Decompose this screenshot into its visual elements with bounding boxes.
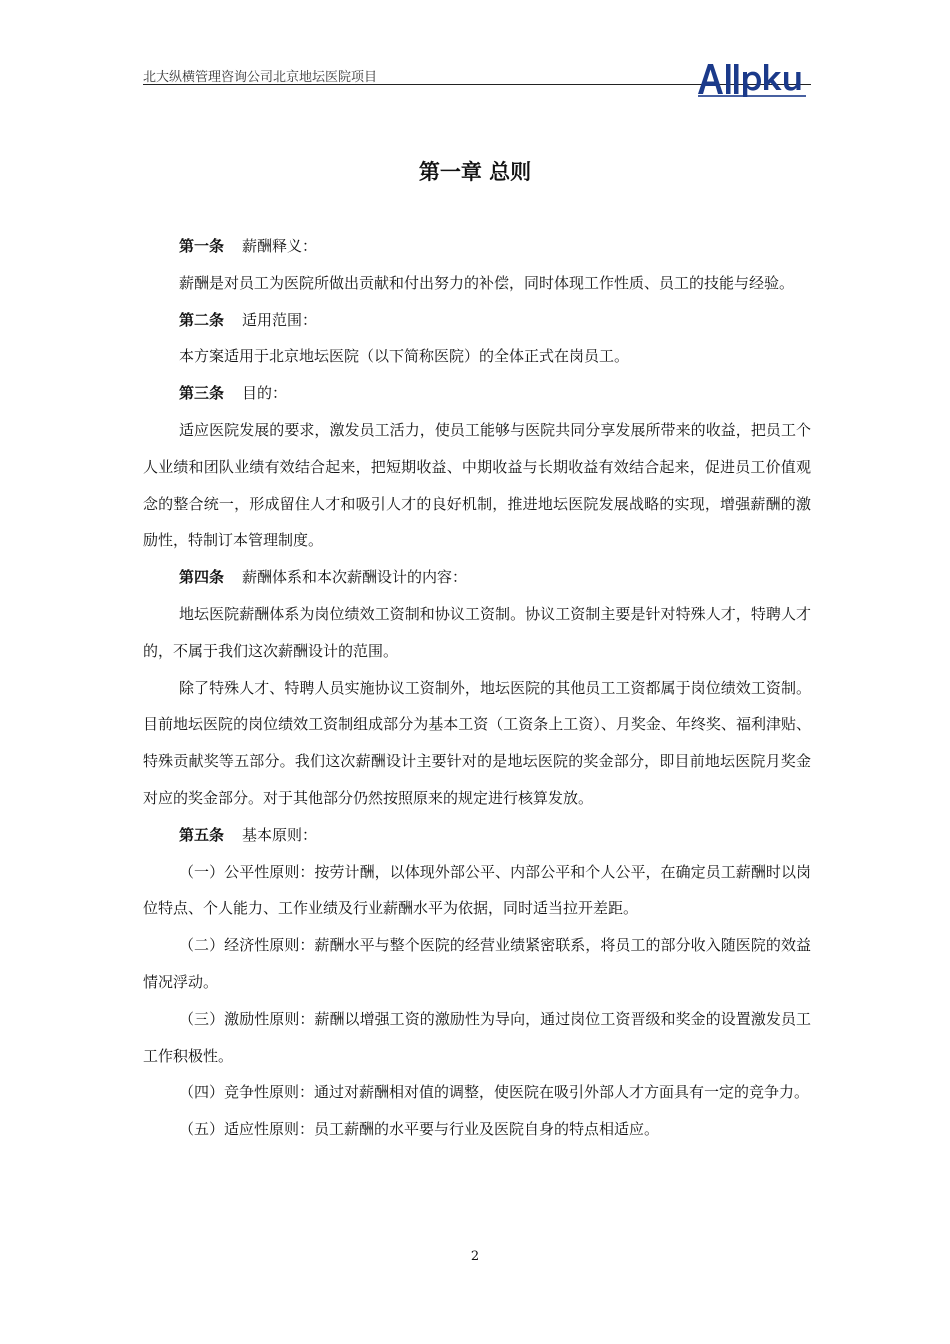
- article-3-heading: [143, 375, 811, 412]
- article-5-principle-1: （一）公平性原则：按劳计酬，以体现外部公平、内部公平和个人公平，在确定员工薪酬时以岗位特点、个人能力、工作业绩及行业薪酬水平为依据，同时适当拉开差距。: [143, 862, 811, 918]
- article-5-principle-5: （五）适应性原则：员工薪酬的水平要与行业及医院自身的特点相适应。: [179, 1120, 660, 1139]
- allpku-logo: [696, 58, 811, 98]
- article-1-heading: [143, 228, 811, 265]
- article-2-paragraph-1: 本方案适用于北京地坛医院（以下简称医院）的全体正式在岗员工。: [179, 347, 630, 366]
- article-3-paragraph-1: 适应医院发展的要求，激发员工活力，使员工能够与医院共同分享发展所带来的收益，把员工个人业绩和团队业绩有效结合起来，把短期收益、中期收益与长期收益有效结合起来，促进员工价值观念的整合统一，形成留住人才和吸引人才的良好机制，推进地坛医院发展战略的实现，增强薪酬的激励性，特制订本管理制度。: [143, 420, 811, 550]
- chapter-title: 第一章 总则: [418, 160, 532, 184]
- article-4-title: 薪酬体系和本次薪酬设计的内容：: [242, 568, 468, 587]
- article-3-number: 第三条: [179, 384, 225, 403]
- article-4-heading: [143, 559, 811, 596]
- article-2-title: 适用范围：: [242, 310, 318, 329]
- page-number: 2: [470, 1249, 480, 1264]
- article-5-number: 第五条: [179, 825, 225, 844]
- article-3-title: 目的：: [242, 384, 288, 403]
- article-5-principle-3: （三）激励性原则：薪酬以增强工资的激励性为导向，通过岗位工资晋级和奖金的设置激发员工工作积极性。: [143, 1009, 811, 1065]
- page-header: [143, 60, 811, 100]
- article-4-paragraph-2: 除了特殊人才、特聘人员实施协议工资制外，地坛医院的其他员工工资都属于岗位绩效工资制。目前地坛医院的岗位绩效工资制组成部分为基本工资（工资条上工资）、月奖金、年终奖、福利津贴、特殊贡献奖等五部分。我们这次薪酬设计主要针对的是地坛医院的奖金部分，即目前地坛医院月奖金对应的奖金部分。对于其他部分仍然按照原来的规定进行核算发放。: [143, 678, 811, 807]
- header-title: 北大纵横管理咨询公司北京地坛医院项目: [143, 70, 378, 85]
- article-1-paragraph-1: 薪酬是对员工为医院所做出贡献和付出努力的补偿，同时体现工作性质、员工的技能与经验。: [179, 273, 795, 292]
- article-2-number: 第二条: [179, 310, 225, 329]
- article-5-title: 基本原则：: [242, 825, 318, 844]
- article-1-title: 薪酬释义：: [242, 237, 318, 255]
- article-2-heading: [143, 302, 811, 339]
- article-5-principle-4: （四）竞争性原则：通过对薪酬相对值的调整，使医院在吸引外部人才方面具有一定的竞争力。: [179, 1083, 810, 1102]
- article-4-paragraph-1: 地坛医院薪酬体系为岗位绩效工资制和协议工资制。协议工资制主要是针对特殊人才，特聘人才的，不属于我们这次薪酬设计的范围。: [143, 604, 811, 660]
- article-5-heading: [143, 817, 811, 854]
- article-1-number: 第一条: [179, 237, 225, 255]
- article-4-number: 第四条: [179, 568, 225, 587]
- document-body: [143, 228, 811, 1148]
- article-5-principle-2: （二）经济性原则：薪酬水平与整个医院的经营业绩紧密联系，将员工的部分收入随医院的效益情况浮动。: [143, 936, 811, 991]
